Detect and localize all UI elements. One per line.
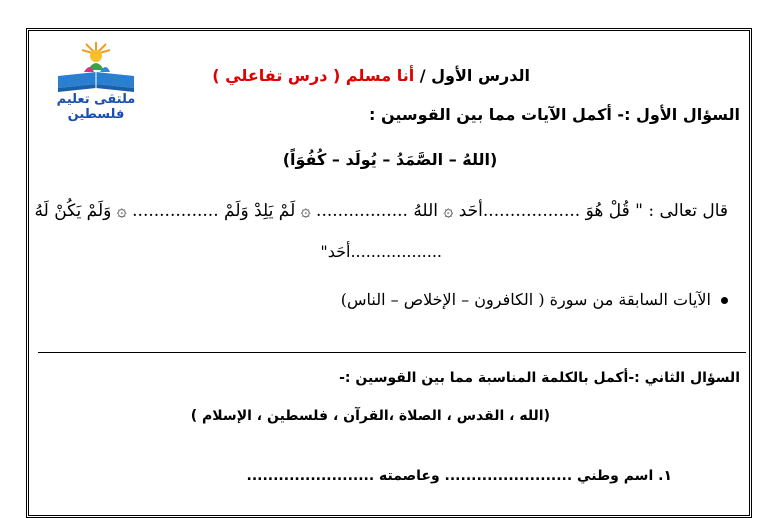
question2-word-bank: (الله ، القدس ، الصلاة ،القرآن ، فلسطين ، الإسلام )	[190, 408, 550, 424]
bullet-item	[341, 290, 728, 309]
bullet-icon	[721, 297, 728, 304]
section-divider	[38, 352, 746, 353]
question1-word-bank: (اللهُ – الصَّمَدُ – يُولَد – كُفُوَاً)	[282, 150, 498, 169]
question1-heading: السؤال الأول :- أكمل الآيات مما بين القوسين :	[369, 105, 740, 124]
question2-heading: السؤال الثاني :-أكمل بالكلمة المناسبة مما بين القوسين :-	[339, 370, 740, 386]
site-logo	[30, 40, 162, 122]
lesson-title-prefix: الدرس الأول /	[414, 66, 530, 85]
logo-caption: ملتقى تعليم فلسطين	[56, 92, 136, 122]
open-book-sunrise-icon	[30, 40, 162, 94]
question2-item-1: ١. اسم وطني ........................ وعاصمته ........................	[246, 468, 672, 484]
lesson-title	[212, 66, 530, 85]
lesson-title-highlight: أنا مسلم ( درس تفاعلي )	[212, 66, 415, 85]
verse-line-2: ..................أحَد"	[320, 242, 442, 261]
bullet-text: الآيات السابقة من سورة ( الكافرون – الإخلاص – الناس)	[340, 290, 711, 309]
verse-line-1: قال تعالى : " قُلْ هُوَ ..................أحَد ۞ اللهُ ................. ۞ لَمْ يَلِدْ وَلَمْ ................ ۞ وَلَمْ يَكُنْ لَهُ	[34, 201, 728, 221]
